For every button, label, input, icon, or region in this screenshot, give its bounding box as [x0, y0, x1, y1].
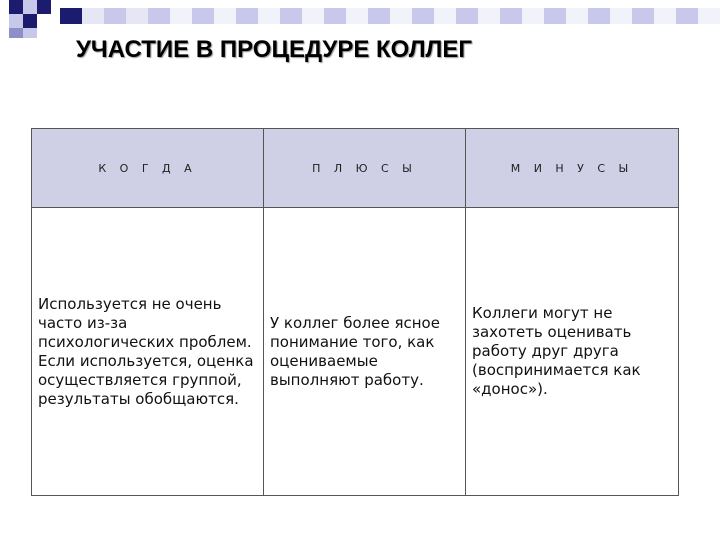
table-header-row [32, 129, 679, 208]
decor-square [23, 0, 37, 14]
decor-square [23, 28, 37, 38]
decor-square [37, 0, 51, 14]
decor-square [9, 0, 23, 14]
decor-square [9, 28, 23, 38]
table-row [32, 208, 679, 496]
cell-pros: У коллег более ясное понимание того, как оцениваемые выполняют работу. [264, 208, 466, 496]
cell-when: Используется не очень часто из-за психологических проблем. Если используется, оценка осуществляется группой, результаты обобщаются. [32, 208, 264, 496]
header-pros: П Л Ю С Ы [264, 129, 466, 208]
cell-cons: Коллеги могут не захотеть оценивать работу друг друга (воспринимается как «донос»). [466, 208, 679, 496]
slide-title: УЧАСТИЕ В ПРОЦЕДУРЕ КОЛЛЕГ [76, 36, 473, 63]
decorative-top-bar [60, 8, 720, 24]
decor-square [9, 14, 23, 28]
header-when: К О Г Д А [32, 129, 264, 208]
header-cons: М И Н У С Ы [466, 129, 679, 208]
decor-square [23, 14, 37, 28]
decorative-squares [0, 0, 720, 40]
comparison-table [31, 128, 679, 496]
